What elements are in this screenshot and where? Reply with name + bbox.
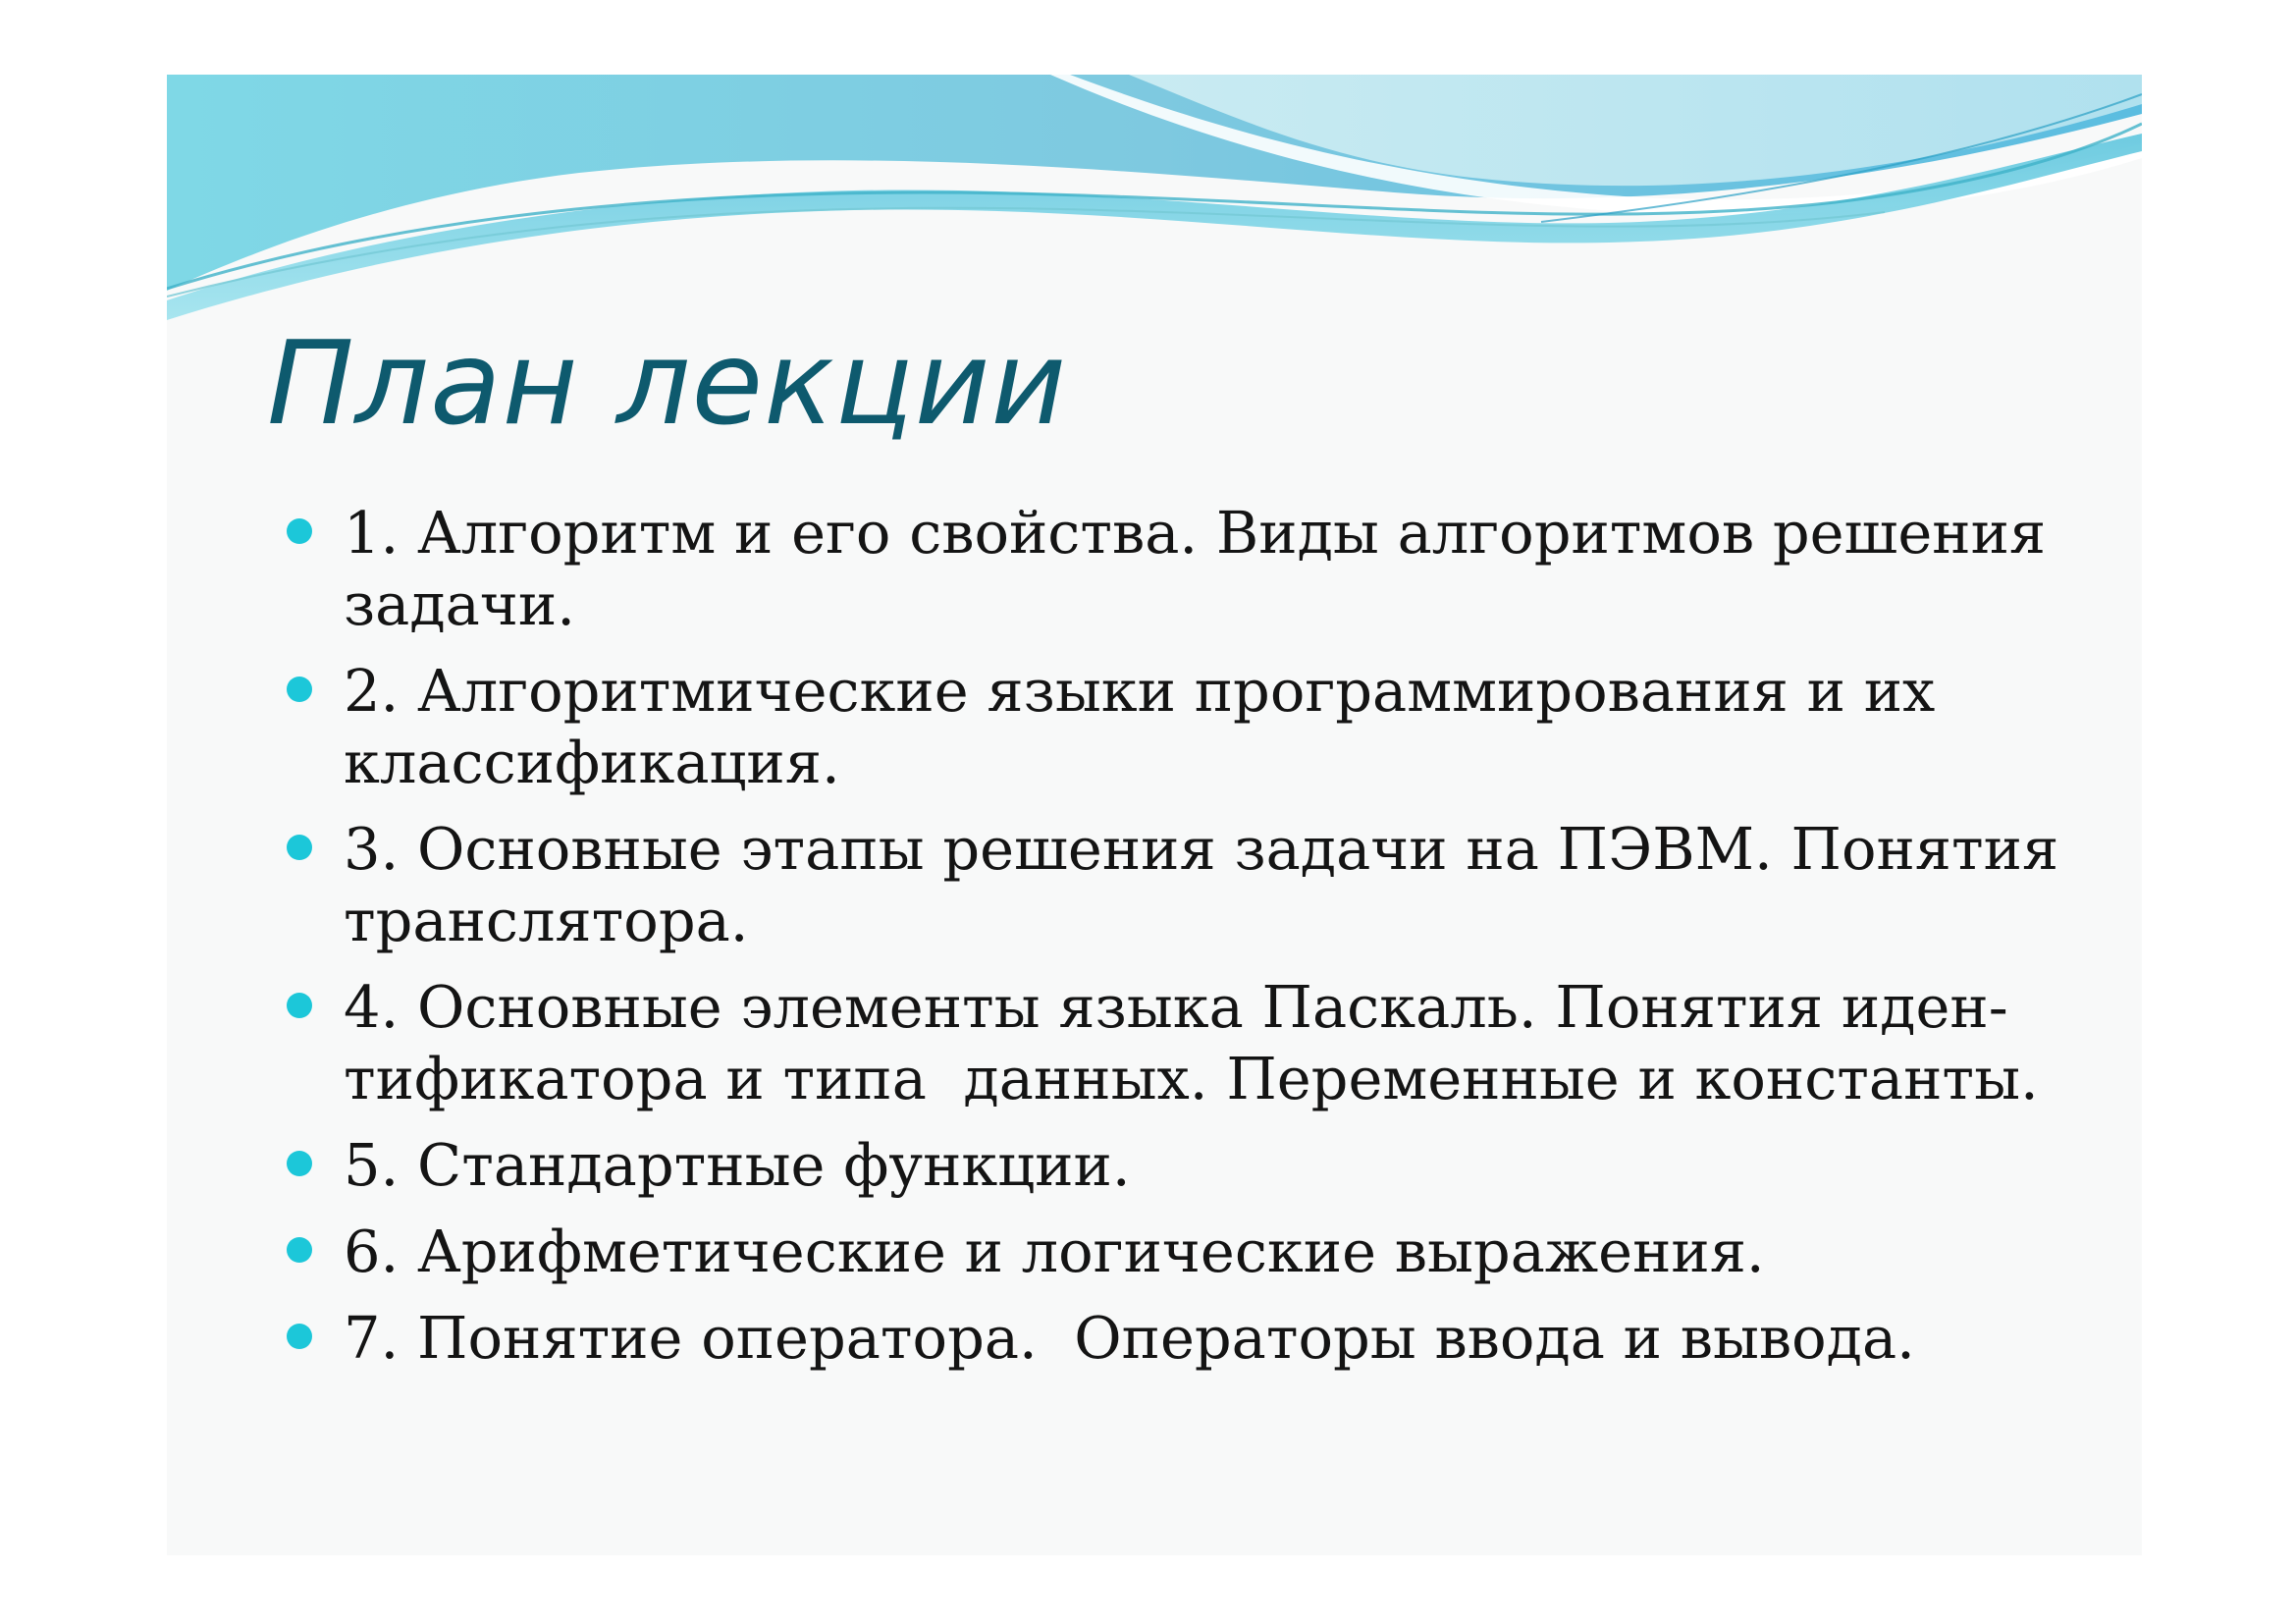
lecture-plan-list	[287, 497, 2132, 1388]
list-item-text: 2. Алгоритмические языки программирования и их	[344, 657, 1936, 725]
list-item-text: 5. Стандартные функции.	[344, 1131, 1131, 1199]
list-item	[287, 655, 2132, 798]
slide-title: План лекции	[267, 315, 1068, 451]
list-item	[287, 813, 2132, 956]
slide	[167, 75, 2142, 1555]
bullet-dot-icon	[287, 835, 312, 860]
list-item-text: 1. Алгоритм и его свойства. Виды алгоритмов решения	[344, 499, 2047, 567]
list-item	[287, 497, 2132, 640]
bullet-dot-icon	[287, 993, 312, 1018]
list-item-text: 6. Арифметические и логические выражения.	[344, 1218, 1765, 1285]
bullet-dot-icon	[287, 1324, 312, 1349]
bullet-dot-icon	[287, 677, 312, 702]
list-item	[287, 1216, 2132, 1287]
list-item-text: транслятора.	[344, 887, 749, 954]
list-item-text: 4. Основные элементы языка Паскаль. Понятия иден-	[344, 973, 2008, 1041]
list-item-text: 7. Понятие оператора. Операторы ввода и вывода.	[344, 1304, 1915, 1372]
list-item	[287, 1129, 2132, 1201]
bullet-dot-icon	[287, 1151, 312, 1176]
list-item-text: тификатора и типа данных. Переменные и константы.	[344, 1045, 2039, 1112]
list-item	[287, 971, 2132, 1114]
list-item-text: 3. Основные этапы решения задачи на ПЭВМ. Понятия	[344, 815, 2059, 883]
header-wave-decoration	[167, 75, 2142, 330]
list-item-text: задачи.	[344, 570, 575, 638]
bullet-dot-icon	[287, 518, 312, 544]
list-item-text: классификация.	[344, 729, 840, 796]
list-item	[287, 1302, 2132, 1374]
bullet-dot-icon	[287, 1237, 312, 1263]
